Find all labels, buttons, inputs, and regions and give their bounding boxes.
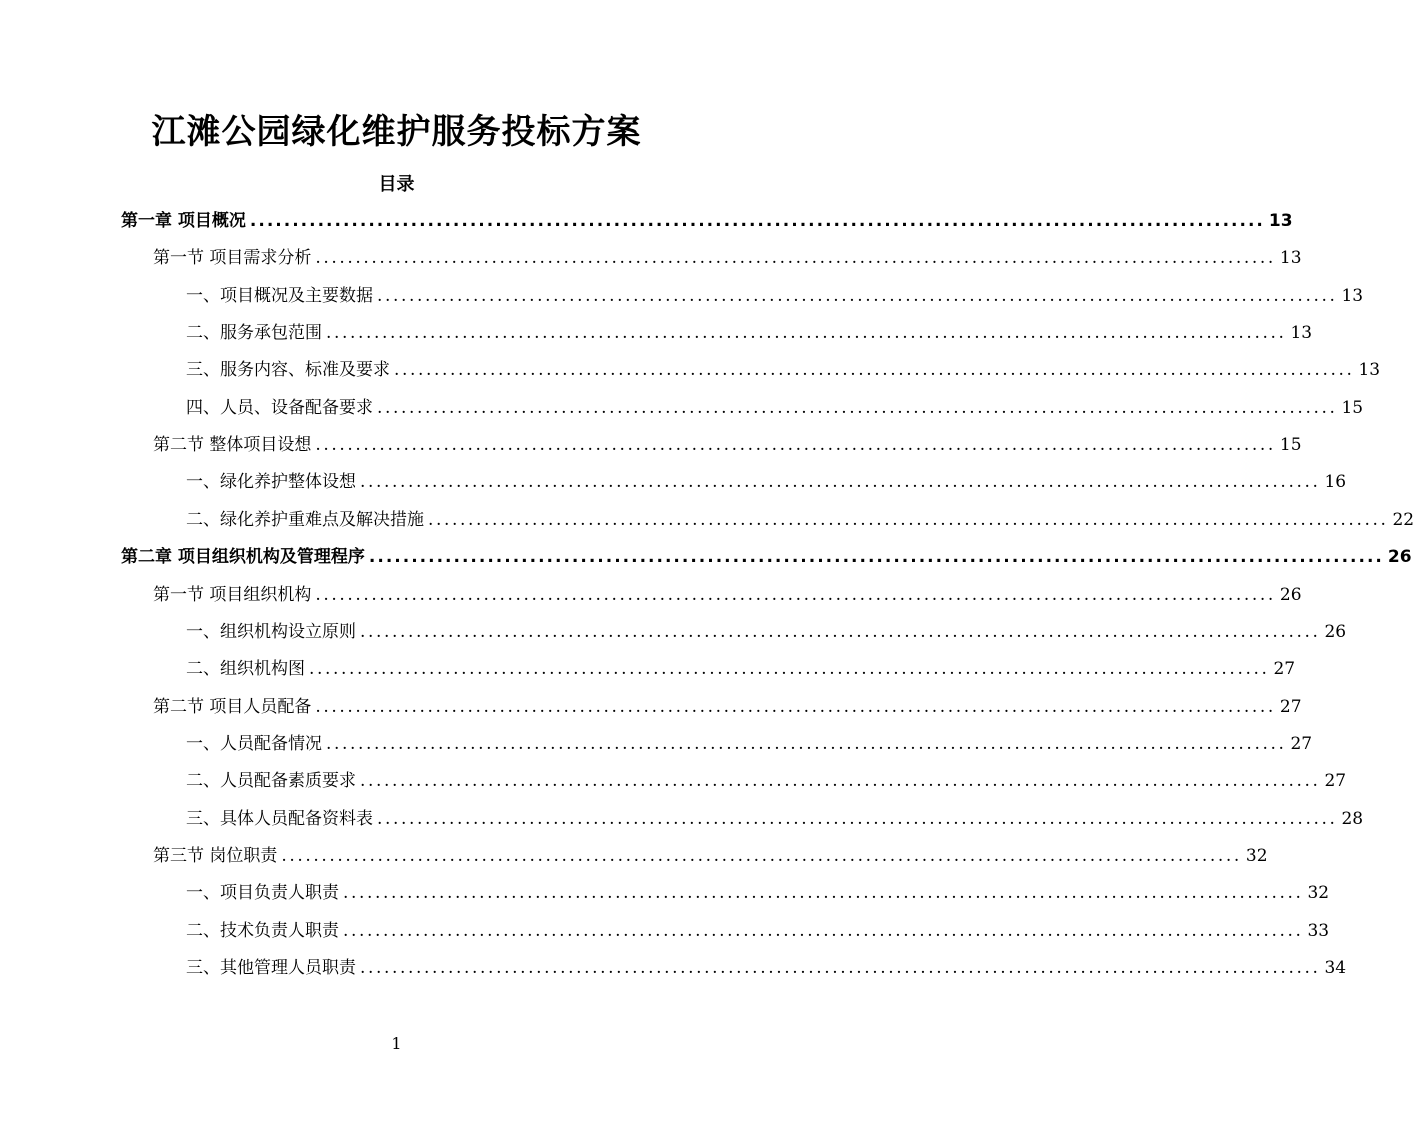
toc-entry-label: 第二节 整体项目设想 [153, 435, 312, 456]
toc-entry-label: 二、组织机构图 [186, 659, 305, 680]
toc-leader-dots: ........................................................................................................................ [343, 920, 1304, 941]
toc-entry-page: 26 [1279, 584, 1302, 605]
toc-entry-level-1[interactable] [121, 203, 1293, 240]
toc-entry-label: 一、组织机构设立原则 [186, 621, 356, 642]
toc-entry-level-3[interactable] [186, 651, 1296, 688]
toc-entry-label: 三、其他管理人员职责 [186, 958, 356, 978]
toc-entry-level-3[interactable] [186, 875, 1330, 912]
toc-entry-level-3[interactable] [186, 763, 1347, 800]
toc-entry-page: 22 [1392, 509, 1414, 530]
toc-entry-page: 13 [1341, 285, 1364, 306]
toc-leader-dots: ........................................................................................................................ [394, 360, 1355, 381]
toc-leader-dots: ........................................................................................................................ [326, 323, 1287, 344]
toc-entry-level-1[interactable] [121, 539, 1412, 576]
toc-entry-level-3[interactable] [186, 464, 1347, 501]
toc-leader-dots: ........................................................................................................................ [360, 958, 1321, 978]
toc-leader-dots: ........................................................................................................................ [360, 472, 1321, 493]
toc-entry-label: 一、绿化养护整体设想 [186, 472, 356, 493]
toc-leader-dots: ........................................................................................................................ [428, 509, 1389, 530]
toc-entry-label: 一、项目负责人职责 [186, 883, 339, 904]
toc-leader-dots: ........................................................................................................................ [377, 808, 1338, 829]
toc-entry-page: 15 [1279, 435, 1302, 456]
toc-entry-label: 二、绿化养护重难点及解决措施 [186, 509, 424, 530]
toc-leader-dots: ........................................................................................................................ [281, 845, 1242, 866]
toc-leader-dots: ........................................................................................................................ [249, 211, 1265, 231]
toc-entry-label: 二、技术负责人职责 [186, 920, 339, 941]
toc-entry-level-2[interactable] [153, 577, 1302, 614]
toc-entry-label: 第二章 项目组织机构及管理程序 [121, 547, 365, 568]
toc-entry-level-3[interactable] [186, 726, 1313, 763]
toc-entry-page: 32 [1307, 883, 1330, 904]
toc-entry-level-3[interactable] [186, 950, 1347, 987]
toc-entry-level-2[interactable] [153, 427, 1302, 464]
toc-entry-page: 33 [1307, 920, 1330, 941]
toc-leader-dots: ........................................................................................................................ [368, 547, 1384, 568]
toc-entry-page: 32 [1245, 845, 1268, 866]
toc-leader-dots: ........................................................................................................................ [360, 771, 1321, 792]
toc-entry-level-2[interactable] [153, 689, 1302, 726]
toc-entry-level-3[interactable] [186, 390, 1364, 427]
toc-entry-page: 27 [1290, 733, 1313, 754]
toc-entry-level-2[interactable] [153, 240, 1302, 277]
toc-leader-dots: ........................................................................................................................ [315, 696, 1276, 717]
toc-entry-label: 第一章 项目概况 [121, 211, 246, 231]
toc-entry-label: 第二节 项目人员配备 [153, 696, 312, 717]
toc-entry-page: 13 [1279, 248, 1302, 269]
toc-entry-page: 27 [1273, 659, 1296, 680]
toc-entry-label: 第一节 项目需求分析 [153, 248, 312, 269]
toc-entry-page: 15 [1341, 397, 1364, 418]
toc-entry-level-3[interactable] [186, 614, 1347, 651]
toc-leader-dots: ........................................................................................................................ [377, 285, 1338, 306]
toc-entry-label: 三、服务内容、标准及要求 [186, 360, 390, 381]
toc-entry-page: 13 [1268, 211, 1293, 231]
toc-entry-label: 第一节 项目组织机构 [153, 584, 312, 605]
toc-entry-label: 二、服务承包范围 [186, 323, 322, 344]
toc-leader-dots: ........................................................................................................................ [309, 659, 1270, 680]
toc-entry-level-2[interactable] [153, 838, 1268, 875]
toc-entry-page: 28 [1341, 808, 1364, 829]
toc-entry-label: 四、人员、设备配备要求 [186, 397, 373, 418]
toc-leader-dots: ........................................................................................................................ [315, 584, 1276, 605]
toc-entry-label: 一、项目概况及主要数据 [186, 285, 373, 306]
toc-entry-level-3[interactable] [186, 315, 1313, 352]
toc-leader-dots: ........................................................................................................................ [360, 621, 1321, 642]
toc-entry-page: 16 [1324, 472, 1347, 493]
toc-leader-dots: ........................................................................................................................ [343, 883, 1304, 904]
toc-entry-level-3[interactable] [186, 502, 1414, 539]
toc-entry-page: 13 [1358, 360, 1381, 381]
toc-entry-page: 27 [1324, 771, 1347, 792]
toc-entry-page: 26 [1387, 547, 1412, 568]
document-title: 江滩公园绿化维护服务投标方案 [151, 112, 642, 152]
page-number: 1 [391, 1034, 402, 1053]
toc-entry-page: 34 [1324, 958, 1347, 978]
toc-entry-label: 第三节 岗位职责 [153, 845, 278, 866]
toc-entry-level-3[interactable] [186, 913, 1330, 950]
toc-heading: 目录 [378, 174, 415, 195]
toc-entry-page: 26 [1324, 621, 1347, 642]
toc-leader-dots: ........................................................................................................................ [377, 397, 1338, 418]
toc-leader-dots: ........................................................................................................................ [315, 248, 1276, 269]
toc-entry-page: 13 [1290, 323, 1313, 344]
toc-entry-page: 27 [1279, 696, 1302, 717]
toc-leader-dots: ........................................................................................................................ [315, 435, 1276, 456]
toc-entry-level-3[interactable] [186, 801, 1364, 838]
toc-leader-dots: ........................................................................................................................ [326, 733, 1287, 754]
toc-entry-label: 一、人员配备情况 [186, 733, 322, 754]
toc-entry-level-3[interactable] [186, 352, 1381, 389]
toc-entry-level-3[interactable] [186, 278, 1364, 315]
toc-entry-label: 三、具体人员配备资料表 [186, 808, 373, 829]
toc-entry-label: 二、人员配备素质要求 [186, 771, 356, 792]
